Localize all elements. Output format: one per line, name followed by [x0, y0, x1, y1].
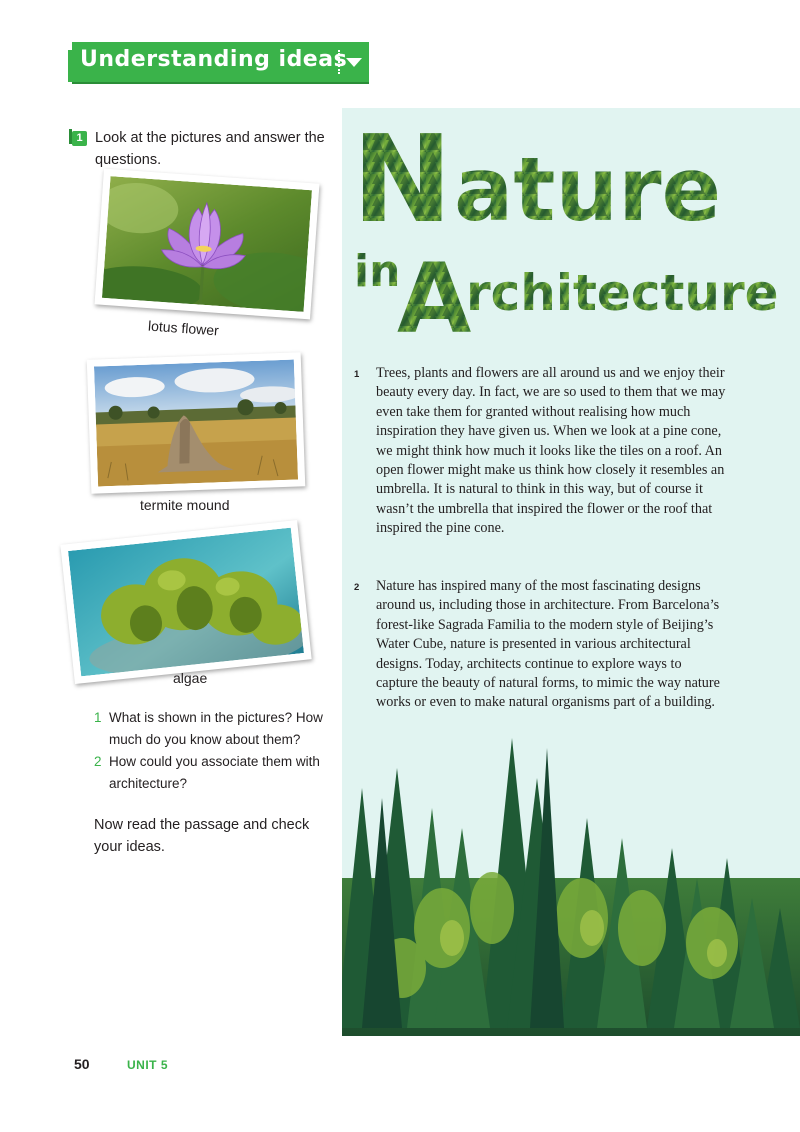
photo-caption-lotus: lotus flower	[147, 317, 220, 339]
title-in: in	[354, 246, 401, 297]
activity-number-badge: 1	[72, 131, 87, 146]
page-number: 50	[74, 1056, 90, 1072]
paragraph-number: 1	[354, 369, 360, 380]
lotus-photo	[95, 169, 320, 320]
section-header-tab[interactable]	[72, 42, 369, 82]
question-list	[94, 707, 344, 795]
title-big-a: A	[397, 243, 472, 338]
unit-label: UNIT 5	[127, 1058, 169, 1072]
photo-caption-algae: algae	[173, 670, 208, 686]
forest-illustration	[342, 728, 800, 1036]
article-paragraph: Trees, plants and flowers are all around us and we enjoy their beauty every day. In fact, we are so used to them that we may even take them for granted without realising how much inspiration they have given us. When we look at a pine cone, we might think how much it looks like the tiles on a roof. An open flower might make us think how closely it resembles an umbrella. It is natural to think in this way, but of course it wasn’t the umbrella that inspired the flower or the roof that inspired the pine cone.	[376, 365, 726, 537]
title-rchitecture: rchitecture	[466, 264, 779, 322]
activity-instruction: Look at the pictures and answer the questions.	[95, 130, 325, 168]
paragraph-number: 2	[354, 582, 360, 593]
question-item	[94, 707, 344, 751]
read-instruction: Now read the passage and check your ideas.	[94, 817, 310, 855]
question-text: How could you associate them with architecture?	[109, 754, 320, 791]
question-item	[94, 751, 344, 795]
article-title	[342, 108, 800, 338]
algae-photo	[60, 520, 311, 684]
question-number: 1	[94, 710, 102, 725]
question-number: 2	[94, 754, 102, 769]
dropdown-arrow-icon[interactable]	[346, 58, 362, 67]
termite-mound-photo	[87, 352, 306, 493]
title-ature: ature	[454, 138, 722, 241]
title-big-n: N	[352, 111, 453, 250]
article-paragraph: Nature has inspired many of the most fascinating designs around us, including those in architecture. From Barcelona’s forest-like Sagrada Familia to the modern style of Beijing’s Water Cube, nature is presented in various architectural designs. Today, architects continue to explore ways to capture the beauty of natural forms, to mimic the way nature works or even to make natural organisms part of a building.	[376, 578, 720, 711]
tab-divider	[338, 50, 340, 74]
section-title: Understanding ideas	[80, 47, 348, 72]
question-text: What is shown in the pictures? How much do you know about them?	[109, 710, 323, 747]
photo-caption-termite: termite mound	[140, 497, 230, 513]
